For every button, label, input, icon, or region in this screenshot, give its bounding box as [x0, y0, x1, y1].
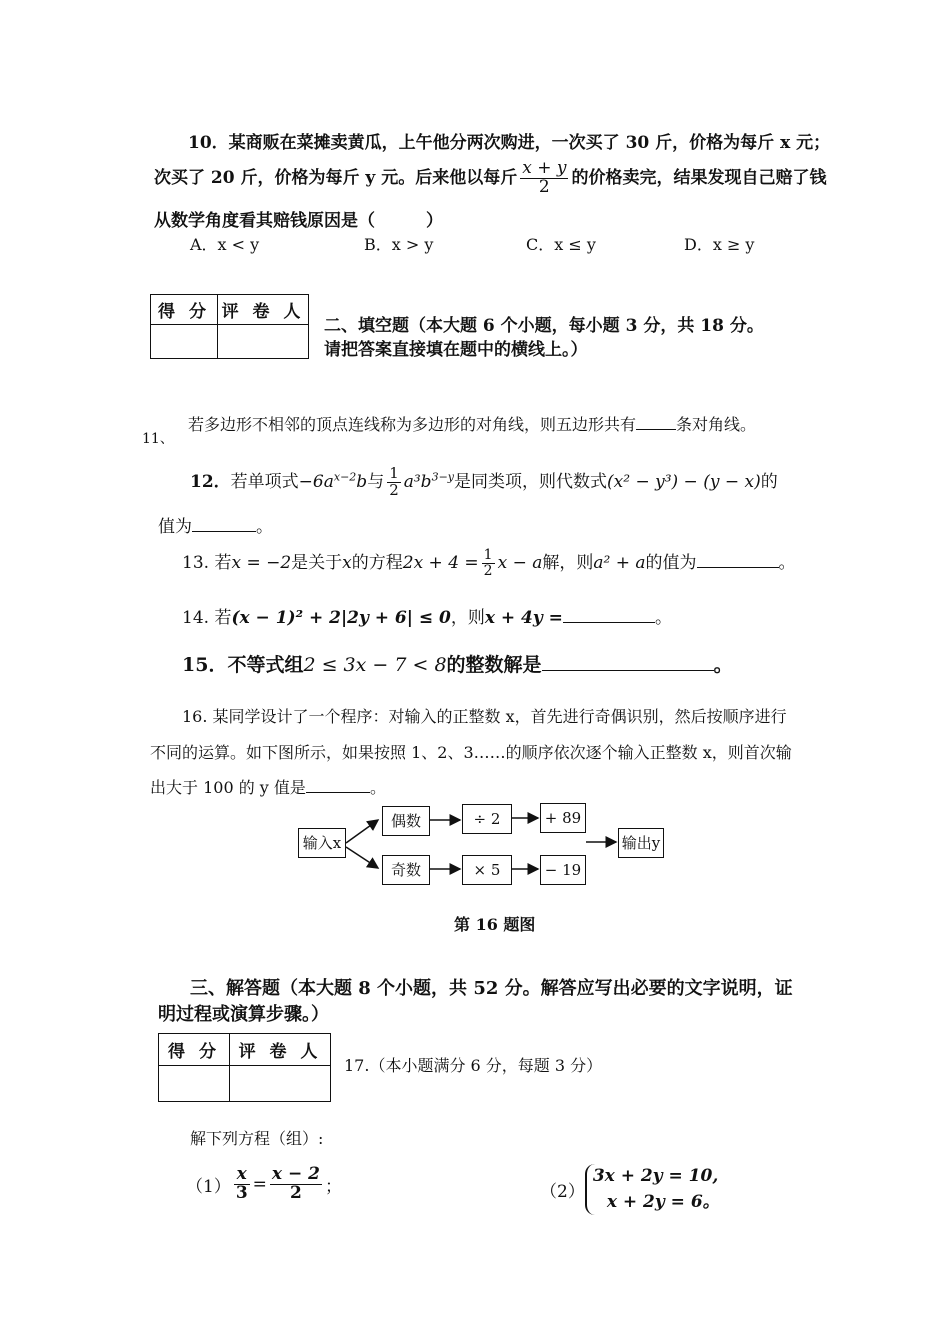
arrow-input-even: [346, 820, 378, 843]
q10-option-d: D．x ≥ y: [684, 235, 755, 254]
q16-line2: 不同的运算。如下图所示，如果按照 1、2、3……的顺序依次逐个输入正整数 x，则首次输: [150, 743, 792, 762]
score-cell[interactable]: [159, 1066, 230, 1102]
score-header: 得 分: [151, 295, 218, 325]
q17-p2-eq1: 3x + 2y = 10,: [592, 1166, 719, 1186]
q10-line1-text: 某商贩在菜摊卖黄瓜，上午他分两次购进，一次买了 30 斤，价格为每斤 x 元；: [228, 133, 831, 153]
flow-minus19-box: − 19: [540, 855, 586, 885]
q10-option-a: A．x < y: [190, 235, 260, 254]
q12-mono1-base: −6a: [298, 471, 334, 492]
flow-input-box: 输入x: [298, 828, 346, 858]
q10-option-b: B．x > y: [364, 235, 434, 254]
q12-after: 是同类项，则代数式: [454, 471, 608, 492]
q13-frac-den: 2: [483, 563, 493, 579]
q12-expr: (x² − y³) − (y − x): [607, 471, 761, 492]
q10-option-c: C．x ≤ y: [526, 235, 596, 254]
q12-with: 与: [367, 471, 385, 492]
q15-ineq: 2 ≤ 3x − 7 < 8: [303, 654, 447, 676]
q17-p1-label: （1）: [186, 1176, 231, 1197]
score-header: 得 分: [159, 1034, 230, 1066]
q14-before: 若: [214, 608, 232, 628]
q15-end: 。: [713, 654, 733, 676]
q12-mono2-sup: 3−y: [431, 470, 455, 484]
q12-line2-text: 值为: [158, 517, 192, 537]
flow-div2-box: ÷ 2: [462, 804, 512, 834]
q17-p1-left-num: x: [234, 1166, 250, 1185]
q11-after: 条对角线。: [676, 415, 757, 434]
q13-mid2: 的方程: [351, 553, 403, 573]
q12-mono1-sup: x−2: [333, 470, 357, 484]
q13-expr: a² + a: [593, 553, 646, 573]
q17-p2-eq2: x + 2y = 6。: [606, 1191, 720, 1212]
grader-header: 评 卷 人: [218, 295, 309, 325]
q17-header: 17.（本小题满分 6 分，每题 3 分）: [344, 1056, 603, 1075]
q12-number: 12．: [190, 471, 231, 492]
q17-p2-label: （2）: [540, 1182, 585, 1202]
flow-odd-box: 奇数: [382, 855, 430, 885]
q10-number: 10．: [188, 133, 229, 153]
flow-even-box: 偶数: [382, 806, 430, 836]
q13-eq-right: x − a: [497, 553, 543, 573]
q17-p1-end: ；: [324, 1176, 342, 1197]
q12-before: 若单项式: [230, 471, 299, 492]
q13-end: 。: [778, 553, 796, 573]
grader-cell[interactable]: [230, 1066, 331, 1102]
q10-line2-before: 次买了 20 斤，价格为每斤 y 元。后来他以每斤: [154, 167, 518, 188]
q17-p1-left-den: 3: [235, 1182, 248, 1203]
flow-output-box: 输出y: [618, 828, 664, 858]
q16-line1: 16. 某同学设计了一个程序：对输入的正整数 x，首先进行奇偶识别，然后按顺序进行: [182, 707, 787, 726]
q17-instruction: 解下列方程（组）:: [190, 1129, 324, 1148]
q13-eq-left: 2x + 4 =: [402, 553, 479, 573]
q10-line3: 从数学角度看其赔钱原因是（ ）: [154, 211, 443, 231]
q14-cond: (x − 1)² + 2|2y + 6| ≤ 0: [231, 608, 451, 628]
q15-after: 的整数解是: [446, 654, 542, 676]
section3-line2: 明过程或演算步骤。）: [158, 1004, 329, 1025]
q16-caption: 第 16 题图: [454, 915, 536, 934]
q11-number: 11、: [142, 431, 174, 447]
q17-part1: [186, 1166, 342, 1203]
q12-frac-num: 1: [389, 464, 399, 482]
q17-p1-right-frac: [270, 1166, 322, 1203]
q10-frac-den: 2: [538, 176, 550, 197]
flow-times5-box: × 5: [462, 855, 512, 885]
arrow-input-odd: [346, 847, 378, 868]
q12-tail: 的: [760, 471, 778, 492]
q13-after: 的值为: [645, 553, 697, 573]
q13-mid: 是关于: [291, 553, 343, 573]
q17-p1-right-num: x − 2: [271, 1164, 320, 1184]
q14-end: 。: [654, 608, 672, 628]
q17-p2-system: [585, 1164, 720, 1215]
q17-p1-eq: =: [252, 1174, 267, 1195]
q11-text: 若多边形不相邻的顶点连线称为多边形的对角线，则五边形共有: [188, 415, 637, 434]
q14-number: 14.: [182, 608, 210, 628]
section2-line1: 二、填空题（本大题 6 个小题，每小题 3 分，共 18 分。: [324, 316, 764, 336]
section2-line2: 请把答案直接填在题中的横线上。）: [324, 340, 588, 360]
q15-number: 15．: [182, 654, 228, 676]
q17-p1-left-frac: [234, 1166, 250, 1203]
q13-solve: 解，则: [542, 553, 594, 573]
q13-cond: x = −2: [231, 553, 292, 573]
q12-frac-den: 2: [389, 480, 399, 499]
section3-line1: 三、解答题（本大题 8 个小题，共 52 分。解答应写出必要的文字说明，证: [190, 978, 793, 999]
grader-header: 评 卷 人: [230, 1034, 331, 1066]
q13-before: 若: [214, 553, 232, 573]
q10-frac-num: x + y: [522, 158, 567, 178]
q15-before: 不等式组: [227, 654, 304, 676]
q10-line2-after: 的价格卖完，结果发现自己赔了钱: [571, 167, 827, 188]
q12-end: 。: [256, 517, 273, 537]
q17-part2: [540, 1164, 720, 1215]
flow-plus89-box: + 89: [540, 803, 586, 833]
q13-frac-num: 1: [483, 547, 493, 564]
q13-number: 13.: [182, 553, 210, 573]
q12-mono2-base: a³b: [403, 471, 432, 492]
q12-mono1-b: b: [356, 471, 368, 492]
q16-line3-text: 出大于 100 的 y 值是: [150, 778, 306, 797]
q14-expr: x + 4y =: [484, 608, 563, 628]
q16-end: 。: [369, 778, 386, 797]
q17-p1-right-den: 2: [290, 1182, 302, 1203]
q13-var: x: [342, 553, 352, 573]
score-table-2: [158, 1033, 331, 1102]
q14-mid: ，则: [450, 608, 485, 628]
